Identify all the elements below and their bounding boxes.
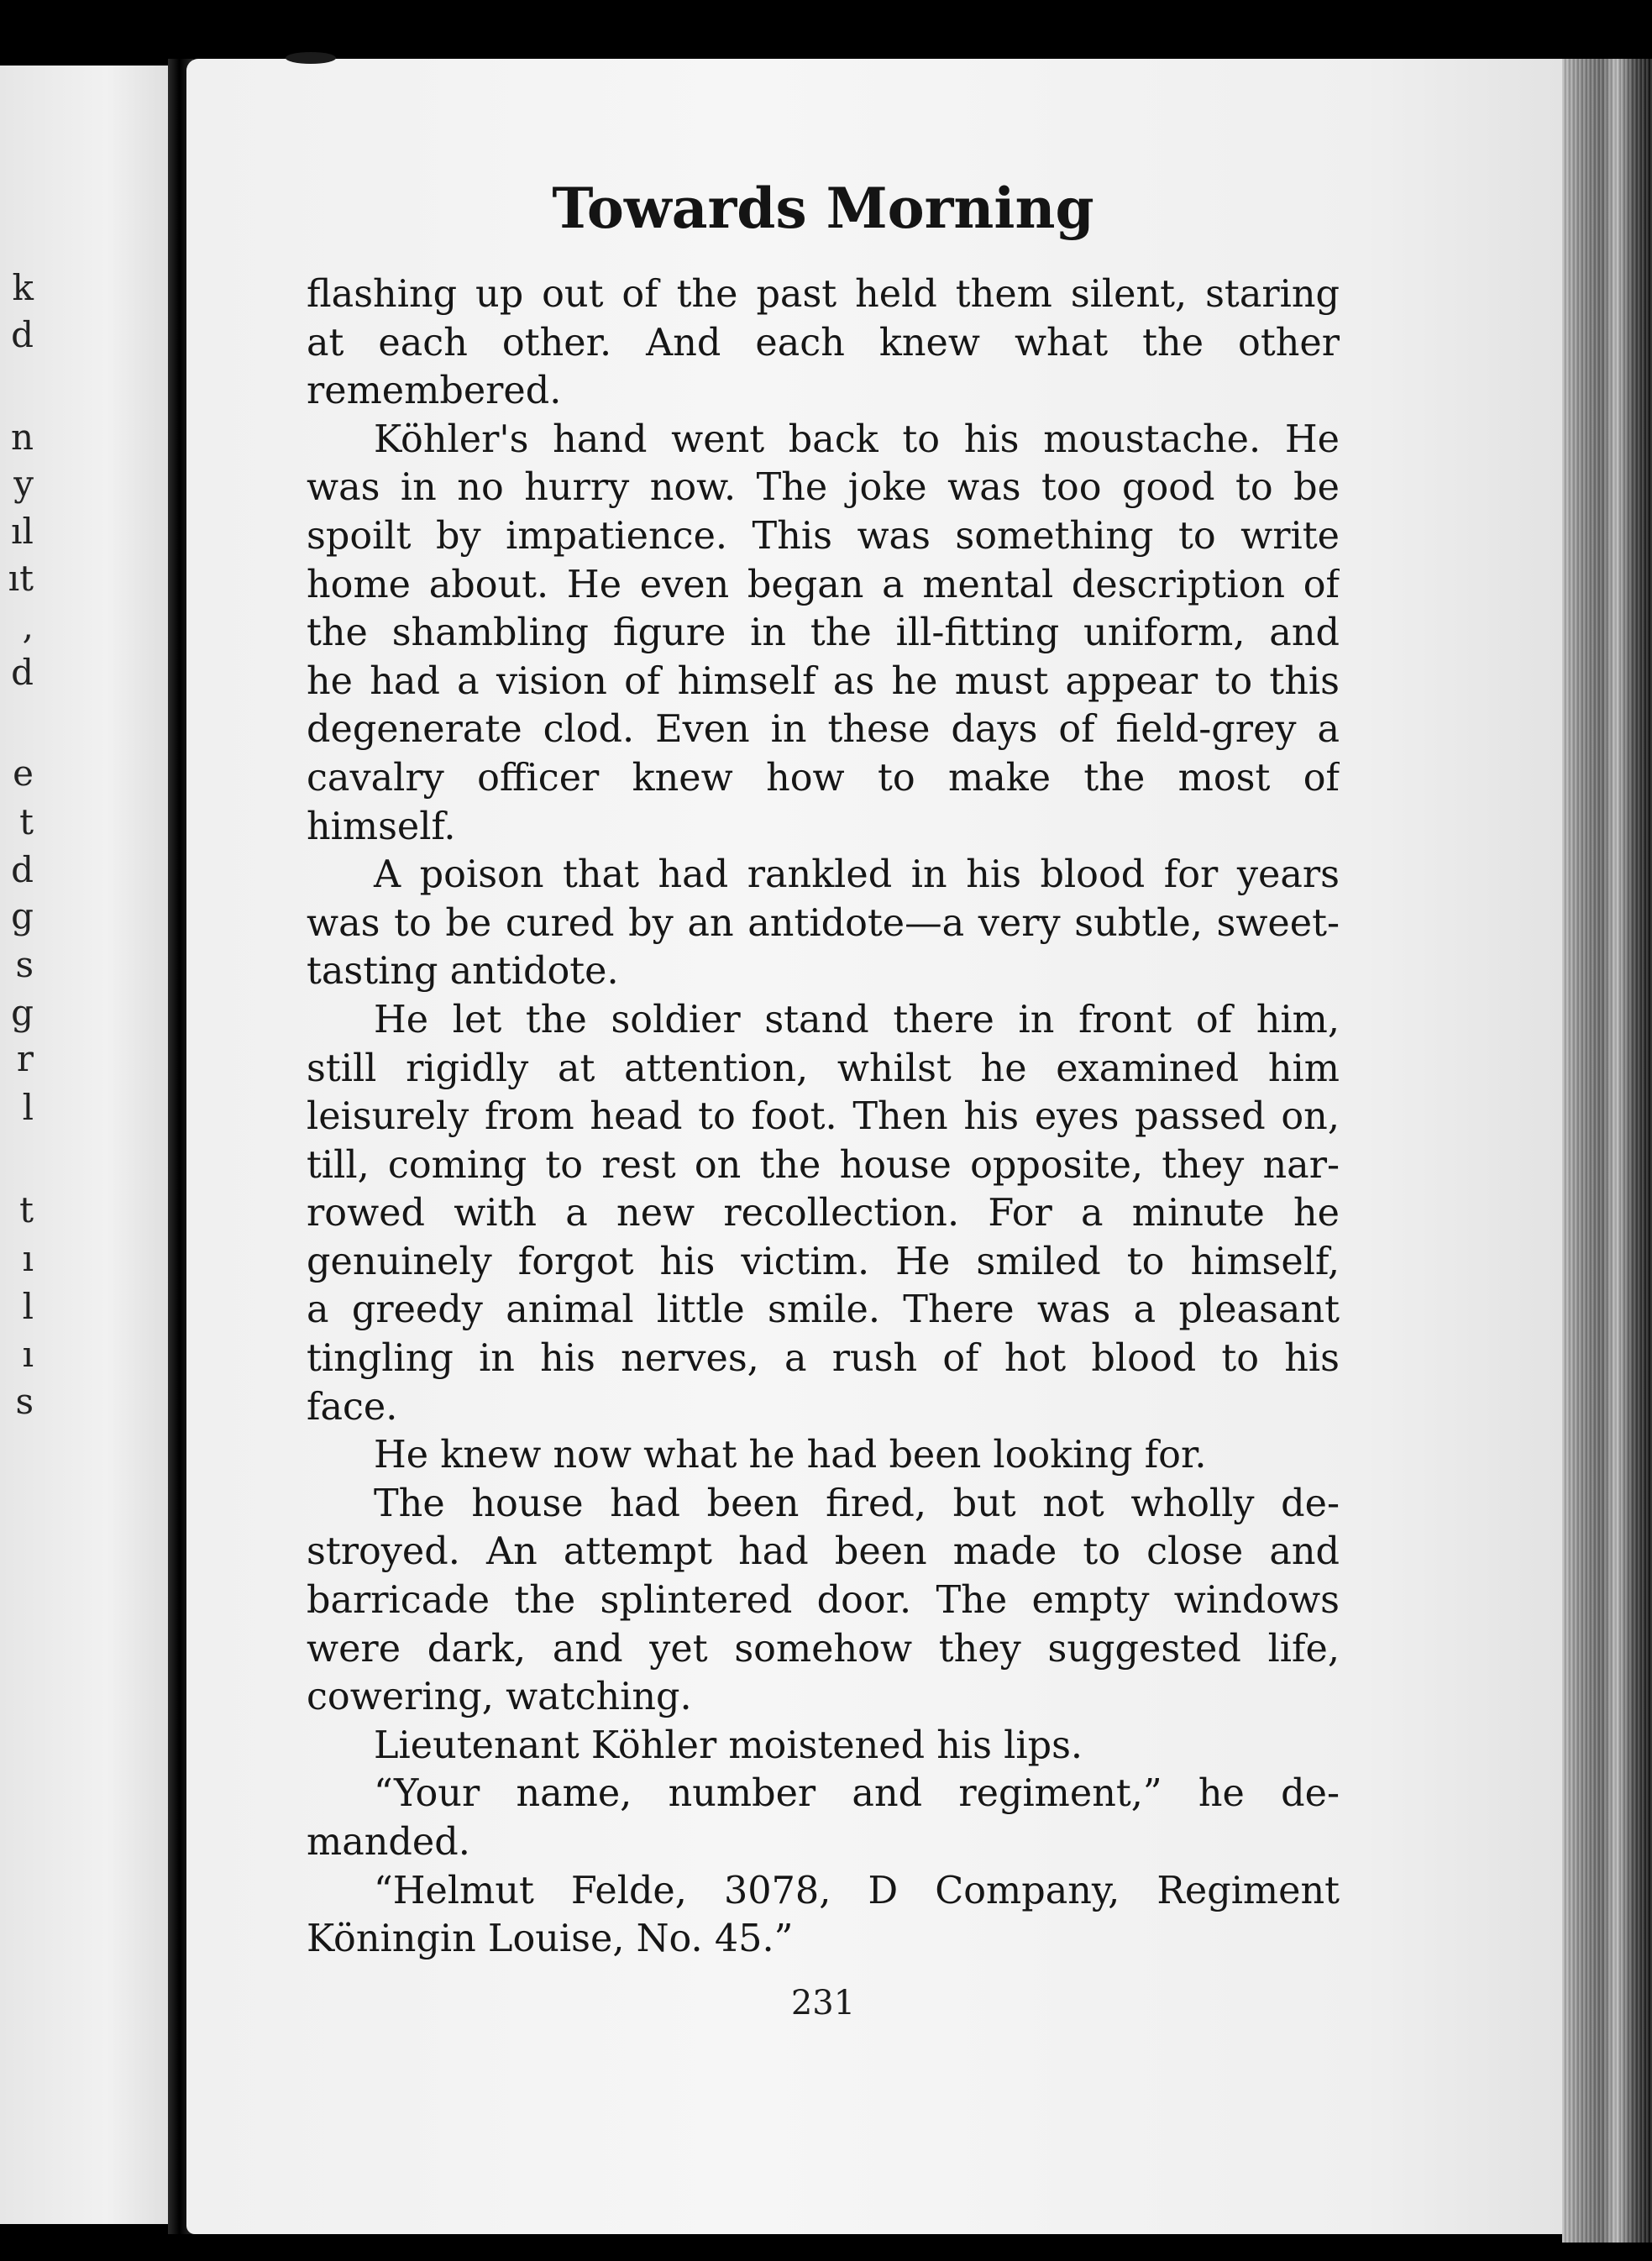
text-line: were dark, and yet somehow they suggested life, [307, 1627, 1340, 1671]
page-edge-texture [1562, 59, 1652, 2243]
text-line: He let the soldier stand there in front of him, [374, 998, 1340, 1041]
text-line: “Your name, number and regiment,” he de- [374, 1772, 1340, 1816]
left-page-fragment: y [13, 463, 34, 504]
text-line: leisurely from head to foot. Then his eyes passed on, [307, 1095, 1340, 1139]
left-facing-page [0, 66, 178, 2224]
text-line: the shambling figure in the ill-fitting uniform, and [307, 611, 1340, 655]
left-page-fragment: , [22, 606, 34, 647]
text-line: rowed with a new recollection. For a minute he [307, 1192, 1340, 1235]
text-line: still rigidly at attention, whilst he examined him [307, 1047, 1340, 1090]
text-line: genuinely forgot his victim. He smiled to himself, [307, 1240, 1340, 1283]
left-page-fragment: t [19, 801, 34, 842]
left-page-fragment: d [11, 314, 34, 355]
left-page-fragment: l [22, 1286, 34, 1327]
left-page-fragment: g [11, 992, 34, 1033]
left-page-fragment: d [11, 849, 34, 890]
left-page-fragment: ı [22, 1238, 34, 1279]
left-page-fragment: n [10, 417, 34, 458]
text-line: The house had been fired, but not wholly de- [374, 1482, 1340, 1525]
text-line: was in no hurry now. The joke was too good to be [307, 466, 1340, 510]
text-line: He knew now what he had been looking for. [374, 1434, 1207, 1477]
text-line: a greedy animal little smile. There was a pleasant [307, 1288, 1340, 1332]
left-page-fragment: e [13, 753, 34, 794]
text-line: himself. [307, 805, 456, 848]
text-line: Lieutenant Köhler moistened his lips. [374, 1723, 1083, 1767]
text-line: at each other. And each knew what the other [307, 321, 1340, 365]
text-line: manded. [307, 1821, 470, 1864]
text-line: Köhler's hand went back to his moustache. He [374, 417, 1340, 461]
text-line: degenerate clod. Even in these days of field-grey a [307, 708, 1340, 752]
left-page-fragment: ıl [11, 511, 34, 552]
text-line: home about. He even began a mental description of [307, 563, 1340, 606]
left-page-text-fragments [0, 66, 50, 2224]
text-line: cowering, watching. [307, 1676, 692, 1719]
text-line: was to be cured by an antidote—a very subtle, sweet- [307, 901, 1340, 945]
text-line: A poison that had rankled in his blood for years [374, 853, 1340, 897]
text-line: stroyed. An attempt had been made to close and [307, 1530, 1340, 1574]
page-number: 231 [790, 1984, 856, 2022]
text-line: remembered. [307, 370, 562, 413]
left-page-fragment: k [12, 267, 34, 308]
text-line: tasting antidote. [307, 950, 619, 994]
left-page-fragment: d [11, 652, 34, 693]
body-text [307, 270, 1340, 1964]
page-edges [1562, 59, 1652, 2243]
text-line: “Helmut Felde, 3078, D Company, Regiment [374, 1869, 1340, 1912]
text-line: flashing up out of the past held them silent, staring [307, 273, 1340, 316]
running-head: Towards Morning [552, 176, 1094, 241]
text-line: Köningin Louise, No. 45.” [307, 1917, 794, 1961]
left-page-fragment: l [22, 1087, 34, 1128]
left-page-fragment: s [15, 1381, 34, 1422]
left-page-fragment: ıt [8, 558, 34, 599]
text-line: cavalry officer knew how to make the most of [307, 756, 1340, 800]
page-smudge [286, 52, 336, 64]
left-page-fragment: s [15, 944, 34, 985]
text-line: till, coming to rest on the house opposite, they nar- [307, 1143, 1340, 1187]
text-line: tingling in his nerves, a rush of hot blood to his [307, 1337, 1340, 1381]
left-page-fragment: g [11, 895, 34, 936]
left-page-fragment: ı [22, 1334, 34, 1375]
left-page-fragment: r [16, 1038, 34, 1079]
text-line: spoilt by impatience. This was something to write [307, 514, 1340, 558]
left-page-fragment: t [19, 1189, 34, 1230]
text-line: barricade the splintered door. The empty windows [307, 1579, 1340, 1623]
text-line: face. [307, 1385, 398, 1429]
text-line: he had a vision of himself as he must appear to this [307, 659, 1340, 703]
